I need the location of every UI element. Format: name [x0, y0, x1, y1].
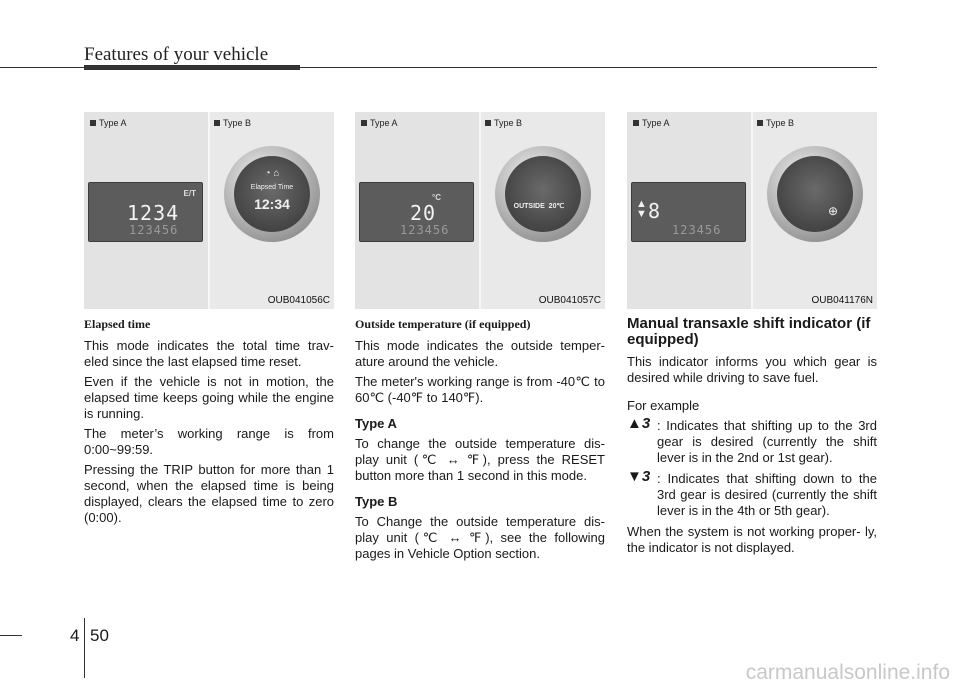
shift-arrows-icon: ▲ ▼: [636, 198, 647, 220]
paragraph: This mode indicates the outside temper- ature around the vehicle.: [355, 338, 605, 369]
type-b-label: Type B: [485, 118, 522, 128]
lcd-odometer: 123456: [400, 223, 450, 237]
figure-type-a-panel: [627, 112, 751, 309]
type-b-label: Type B: [214, 118, 251, 128]
paragraph: To Change the outside temperature dis- play unit (℃ ↔ ℉), see the following pages in Vehicle Option section.: [355, 514, 605, 561]
paragraph: This indicator informs you which gear is desired while driving to save fuel.: [627, 354, 877, 385]
type-a-label: Type A: [90, 118, 127, 128]
figure-type-b-panel: [210, 112, 334, 309]
figure-elapsed-time: [84, 112, 334, 309]
figure-type-a-panel: [355, 112, 479, 309]
lcd-odometer: 123456: [129, 223, 179, 237]
gear-indicator-icon: ⊕: [827, 204, 839, 218]
lcd-display: [359, 182, 474, 242]
paragraph: Pressing the TRIP button for more than 1 second, when the elapsed time is being displayed, clears the elapsed time to zero (0:00).: [84, 462, 334, 525]
page-chapter: 4: [70, 626, 80, 645]
type-a-label: Type A: [361, 118, 398, 128]
type-a-label: Type A: [633, 118, 670, 128]
paragraph: The meter's working range is from -40℃ to 60℃ (-40℉ to 140℉).: [355, 374, 605, 405]
figure-code: OUB041176N: [811, 295, 873, 306]
lcd-tag: E/T: [183, 189, 196, 198]
paragraph: The meter’s working range is from 0:00~99:59.: [84, 426, 334, 457]
lcd-main-value: 8: [648, 199, 662, 223]
shift-up-item: [627, 415, 877, 466]
dial-display: [224, 146, 320, 242]
page-rule-vertical: [84, 618, 85, 678]
header-bar: [84, 65, 300, 70]
lcd-display: [88, 182, 203, 242]
lcd-main-value: 20: [410, 201, 437, 225]
paragraph: For example: [627, 398, 700, 413]
dial-label: OUTSIDE 20℃: [513, 203, 565, 210]
subheading-type-b: Type B: [355, 494, 398, 509]
lcd-tag: °C: [432, 193, 441, 202]
shift-down-item: [627, 468, 877, 519]
dial-label: Elapsed Time: [250, 184, 294, 191]
section-heading: Outside temperature (if equipped): [355, 317, 531, 331]
watermark: carmanualsonline.info: [745, 661, 950, 684]
dial-display: [495, 146, 591, 242]
lcd-odometer: 123456: [672, 223, 722, 237]
column-outside-temperature: [355, 316, 605, 566]
dial-display: [767, 146, 863, 242]
figure-type-b-panel: [481, 112, 605, 309]
figure-shift-indicator: [627, 112, 877, 309]
figure-type-b-panel: [753, 112, 877, 309]
page-number: 50: [90, 626, 109, 645]
shift-up-text: : Indicates that shifting up to the 3rd gear is desired (currently the shift lever is in the 2nd or 1st gear).: [657, 418, 877, 465]
dial-face: [505, 156, 581, 232]
type-b-label: Type B: [757, 118, 794, 128]
figure-code: OUB041056C: [267, 295, 330, 306]
clock-car-icon: ◔ ⌂: [264, 168, 280, 179]
subheading-type-a: Type A: [355, 416, 397, 431]
figure-type-a-panel: [84, 112, 208, 309]
shift-down-text: : Indicates that shifting down to the 3rd gear is desired (currently the shift lever is in the 4th or 5th gear).: [657, 471, 877, 518]
figure-outside-temperature: [355, 112, 605, 309]
paragraph: This mode indicates the total time trav- eled since the last elapsed time reset.: [84, 338, 334, 369]
shift-down-icon: ▼3: [627, 468, 651, 485]
lcd-display: [631, 182, 746, 242]
column-elapsed-time: [84, 316, 334, 530]
header-title: Features of your vehicle: [84, 44, 269, 65]
figure-code: OUB041057C: [538, 295, 601, 306]
page-rule-horizontal: [0, 635, 22, 636]
paragraph: To change the outside temperature dis- play unit (℃ ↔ ℉), press the RESET button more than 1 second in this mode.: [355, 436, 605, 483]
paragraph: When the system is not working proper- ly, the indicator is not displayed.: [627, 524, 877, 555]
section-heading: Manual transaxle shift indicator (if equipped): [627, 315, 871, 348]
lcd-main-value: 1234: [127, 201, 180, 225]
dial-face: [777, 156, 853, 232]
paragraph: Even if the vehicle is not in motion, the elapsed time keeps going while the engine is running.: [84, 374, 334, 421]
shift-up-icon: ▲3: [627, 415, 651, 432]
dial-face: [234, 156, 310, 232]
section-heading: Elapsed time: [84, 317, 151, 331]
dial-time: 12:34: [254, 196, 290, 212]
column-shift-indicator: [627, 316, 877, 560]
dial-temp: 20℃: [548, 203, 565, 210]
